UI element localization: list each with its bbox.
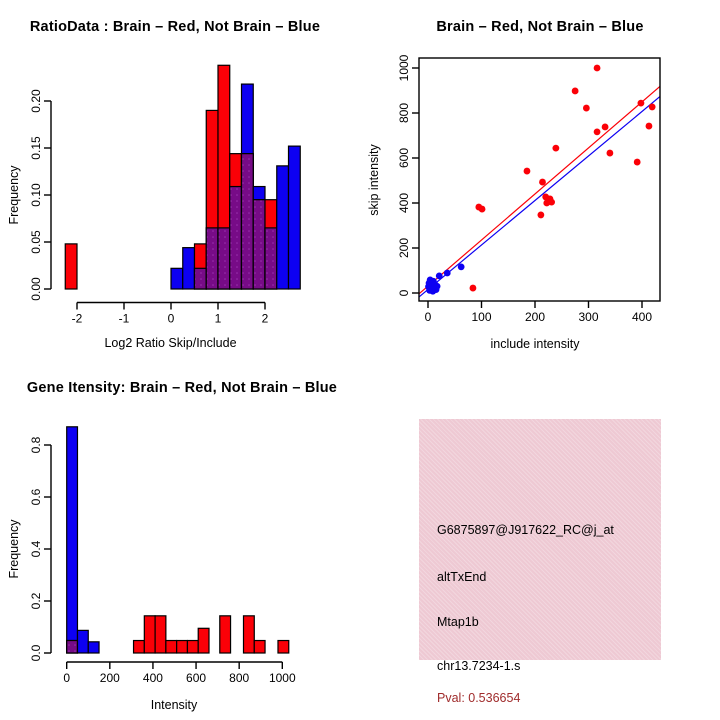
red-bar xyxy=(144,616,155,653)
blue-bar xyxy=(77,630,88,653)
y-axis xyxy=(412,68,419,293)
overlap-bar xyxy=(195,268,207,289)
x-tick-label: 400 xyxy=(142,671,163,685)
red-bar xyxy=(65,244,77,289)
ratio-histogram-xlabel: Log2 Ratio Skip/Include xyxy=(104,336,237,350)
x-tick-label: -1 xyxy=(118,311,130,326)
x-tick-label: 300 xyxy=(578,310,599,324)
x-tick-label: 1000 xyxy=(268,671,296,685)
y-axis xyxy=(44,101,51,289)
data-point xyxy=(434,283,441,290)
blue-bar xyxy=(289,146,301,289)
scatter-title: Brain – Red, Not Brain – Blue xyxy=(436,19,644,35)
x-tick-label: 0 xyxy=(167,311,175,326)
event-type-text: altTxEnd xyxy=(437,570,487,584)
ratio-histogram-title: RatioData : Brain – Red, Not Brain – Blue xyxy=(29,19,321,35)
blue-bar xyxy=(67,427,78,653)
y-tick-label: 0.2 xyxy=(29,592,43,610)
blue-bar xyxy=(277,166,289,289)
blue-points xyxy=(425,264,464,295)
gene-histogram-title: Gene Itensity: Brain – Red, Not Brain – Blue xyxy=(26,380,338,396)
x-tick-label: -2 xyxy=(71,311,83,326)
red-bar xyxy=(166,641,177,653)
ratio-histogram-plot xyxy=(0,0,360,360)
data-point xyxy=(638,100,645,107)
overlap-bar xyxy=(253,200,265,289)
red-fit-line xyxy=(419,86,660,294)
data-point xyxy=(436,273,443,280)
data-point xyxy=(649,104,656,111)
overlap-bar xyxy=(206,228,218,289)
y-tick-label: 600 xyxy=(397,147,411,169)
x-tick-label: 0 xyxy=(424,310,432,324)
plot-box xyxy=(419,58,660,301)
y-tick-label: 0.4 xyxy=(29,540,43,558)
red-points xyxy=(429,65,656,292)
data-point xyxy=(602,124,609,131)
red-bar xyxy=(278,641,289,653)
y-tick-label: 400 xyxy=(397,192,411,214)
x-axis xyxy=(67,662,283,669)
blue-bar xyxy=(88,642,99,653)
probe-id-text: G6875897@J917622_RC@j_at xyxy=(437,523,614,537)
data-point xyxy=(470,285,477,292)
red-bar xyxy=(187,641,198,653)
data-point xyxy=(444,270,451,277)
blue-fit-line xyxy=(419,96,660,297)
info-panel xyxy=(419,419,661,705)
x-tick-label: 800 xyxy=(229,671,250,685)
data-point xyxy=(479,206,486,213)
fit-lines xyxy=(419,86,660,297)
data-point xyxy=(539,179,546,186)
blue-bar xyxy=(183,248,195,289)
x-tick-label: 600 xyxy=(186,671,207,685)
x-axis xyxy=(428,301,642,308)
data-point xyxy=(458,264,465,271)
data-point xyxy=(537,212,544,219)
data-point xyxy=(524,168,531,175)
panel-intensity-scatter xyxy=(360,0,720,360)
x-tick-label: 2 xyxy=(261,311,269,326)
data-point xyxy=(646,123,653,130)
red-bar xyxy=(243,616,254,653)
gene-histogram-ylabel: Frequency xyxy=(7,519,21,579)
y-tick-label: 0.8 xyxy=(29,436,43,454)
data-point xyxy=(594,65,601,72)
red-bar xyxy=(155,616,166,653)
y-tick-label: 0.05 xyxy=(29,230,43,254)
x-axis xyxy=(77,303,265,310)
histogram-bars xyxy=(65,65,300,289)
gene-histogram-xlabel: Intensity xyxy=(150,698,198,712)
y-tick-label: 0.10 xyxy=(29,183,43,207)
data-point xyxy=(583,105,590,112)
intensity-scatter-plot xyxy=(360,0,720,360)
pval-text: Pval: 0.536654 xyxy=(437,691,521,705)
red-bar xyxy=(198,628,209,653)
y-axis xyxy=(44,445,51,653)
scatter-xlabel: include intensity xyxy=(490,337,580,351)
red-bar xyxy=(220,616,231,653)
red-bar xyxy=(177,641,188,653)
ratio-histogram-ylabel: Frequency xyxy=(7,165,21,225)
y-tick-label: 0.15 xyxy=(29,136,43,160)
scatter-ylabel: skip intensity xyxy=(367,144,381,216)
y-tick-label: 0.0 xyxy=(29,644,43,662)
x-tick-label: 400 xyxy=(631,310,653,324)
y-tick-label: 0.6 xyxy=(29,488,43,506)
overlap-bar xyxy=(218,228,230,289)
y-tick-label: 1000 xyxy=(397,54,411,82)
x-tick-label: 200 xyxy=(99,671,120,685)
x-tick-label: 1 xyxy=(214,311,222,326)
overlap-bar xyxy=(230,187,242,289)
overlap-bar xyxy=(242,154,254,289)
y-tick-label: 0.00 xyxy=(29,277,43,301)
data-point xyxy=(572,88,579,95)
red-bar xyxy=(134,641,145,653)
overlap-bar xyxy=(67,641,78,653)
x-tick-label: 100 xyxy=(471,310,492,324)
data-point xyxy=(548,199,555,206)
overlap-bar xyxy=(265,228,277,289)
blue-bar xyxy=(171,268,183,289)
data-point xyxy=(594,129,601,136)
y-tick-label: 0 xyxy=(397,289,411,297)
data-point xyxy=(634,159,641,166)
panel-ratio-histogram xyxy=(0,0,360,360)
gene-name-text: Mtap1b xyxy=(437,615,479,629)
histogram-bars xyxy=(67,427,289,653)
x-tick-label: 0 xyxy=(63,671,71,685)
gene-intensity-plot xyxy=(0,360,360,720)
panel-gene-intensity-histogram xyxy=(0,360,360,720)
y-tick-label: 0.20 xyxy=(29,89,43,113)
data-point xyxy=(552,145,559,152)
data-point xyxy=(607,150,614,157)
red-bar xyxy=(254,641,265,653)
x-tick-label: 200 xyxy=(524,310,546,324)
y-tick-label: 200 xyxy=(397,237,411,259)
y-tick-label: 800 xyxy=(397,102,411,124)
locus-text: chr13.7234-1.s xyxy=(437,659,521,673)
